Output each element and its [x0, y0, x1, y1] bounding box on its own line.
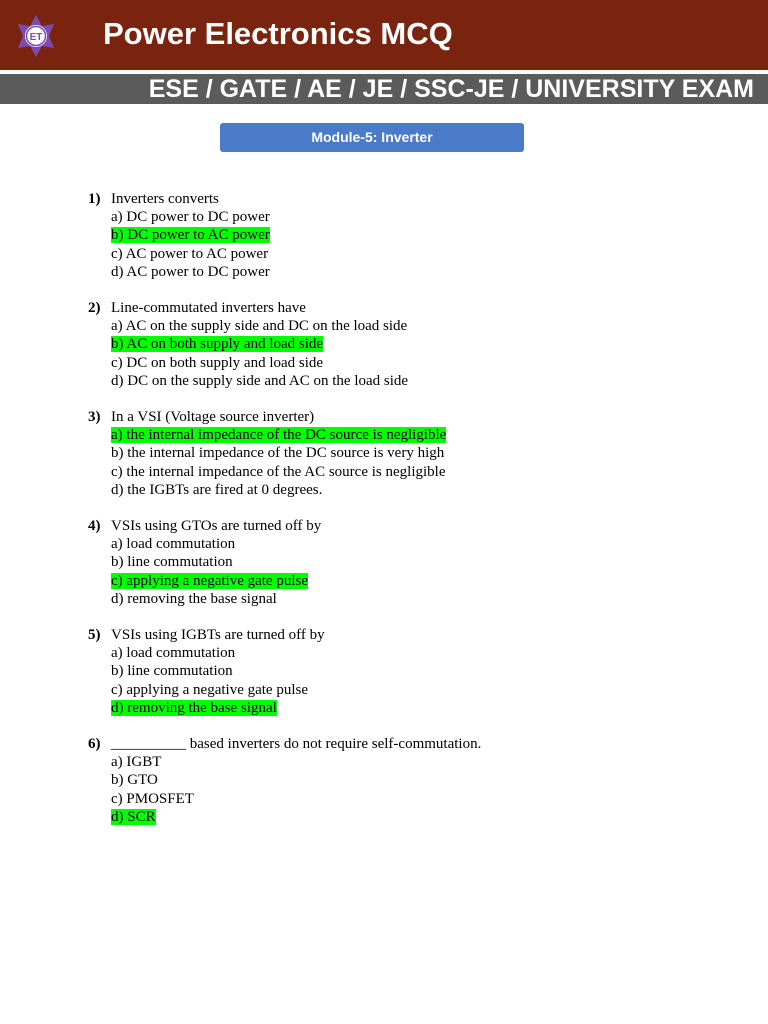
answer-option: b) line commutation: [111, 554, 233, 571]
correct-answer-option: b) AC on both supply and load side: [111, 336, 324, 353]
question-number: 5): [88, 627, 101, 644]
question-list: [88, 190, 748, 844]
answer-option: c) DC on both supply and load side: [111, 354, 324, 371]
correct-answer-option: d) SCR: [111, 808, 156, 825]
answer-option: a) load commutation: [111, 645, 236, 662]
answer-option: b) line commutation: [111, 663, 233, 680]
question-item: [88, 408, 748, 499]
question-text: VSIs using IGBTs are turned off by: [111, 627, 325, 644]
module-label: Module-5: Inverter: [220, 123, 524, 152]
answer-option: c) PMOSFET: [111, 790, 194, 807]
question-number: 3): [88, 409, 101, 426]
correct-answer-option: d) removing the base signal: [111, 699, 277, 716]
question-item: [88, 190, 748, 281]
question-number: 4): [88, 518, 101, 535]
et-logo-icon: [14, 14, 58, 58]
question-number: 1): [88, 191, 101, 207]
header-bar: [0, 0, 768, 70]
correct-answer-option: a) the internal impedance of the DC source is negligible: [111, 427, 447, 444]
answer-option: d) DC on the supply side and AC on the load side: [111, 372, 409, 389]
question-number: 2): [88, 300, 101, 317]
logo-text: ET: [29, 32, 43, 43]
page-title: Power Electronics MCQ: [103, 16, 453, 51]
answer-option: d) the IGBTs are fired at 0 degrees.: [111, 481, 323, 498]
question-item: [88, 517, 748, 608]
answer-option: d) AC power to DC power: [111, 263, 270, 280]
exam-band: [0, 74, 768, 104]
answer-option: a) load commutation: [111, 536, 236, 553]
question-text: VSIs using GTOs are turned off by: [111, 518, 322, 535]
question-number: 6): [88, 736, 101, 753]
exam-subtitle: ESE / GATE / AE / JE / SSC-JE / UNIVERSITY EXAM: [148, 75, 754, 103]
question-text: Line-commutated inverters have: [111, 300, 306, 317]
question-text: __________ based inverters do not require self-commutation.: [111, 736, 482, 753]
question-item: [88, 626, 748, 717]
question-text: Inverters converts: [111, 191, 219, 207]
answer-option: d) removing the base signal: [111, 590, 277, 607]
answer-option: a) IGBT: [111, 754, 162, 771]
question-item: [88, 299, 748, 390]
answer-option: c) applying a negative gate pulse: [111, 681, 309, 698]
answer-option: c) the internal impedance of the AC source is negligible: [111, 463, 446, 480]
answer-option: b) the internal impedance of the DC source is very high: [111, 445, 445, 462]
correct-answer-option: b) DC power to AC power: [111, 227, 270, 244]
answer-option: b) GTO: [111, 772, 158, 789]
answer-option: c) AC power to AC power: [111, 245, 269, 262]
answer-option: a) AC on the supply side and DC on the load side: [111, 318, 408, 335]
question-text: In a VSI (Voltage source inverter): [111, 409, 315, 426]
correct-answer-option: c) applying a negative gate pulse: [111, 572, 309, 589]
question-item: [88, 735, 748, 826]
answer-option: a) DC power to DC power: [111, 209, 270, 226]
